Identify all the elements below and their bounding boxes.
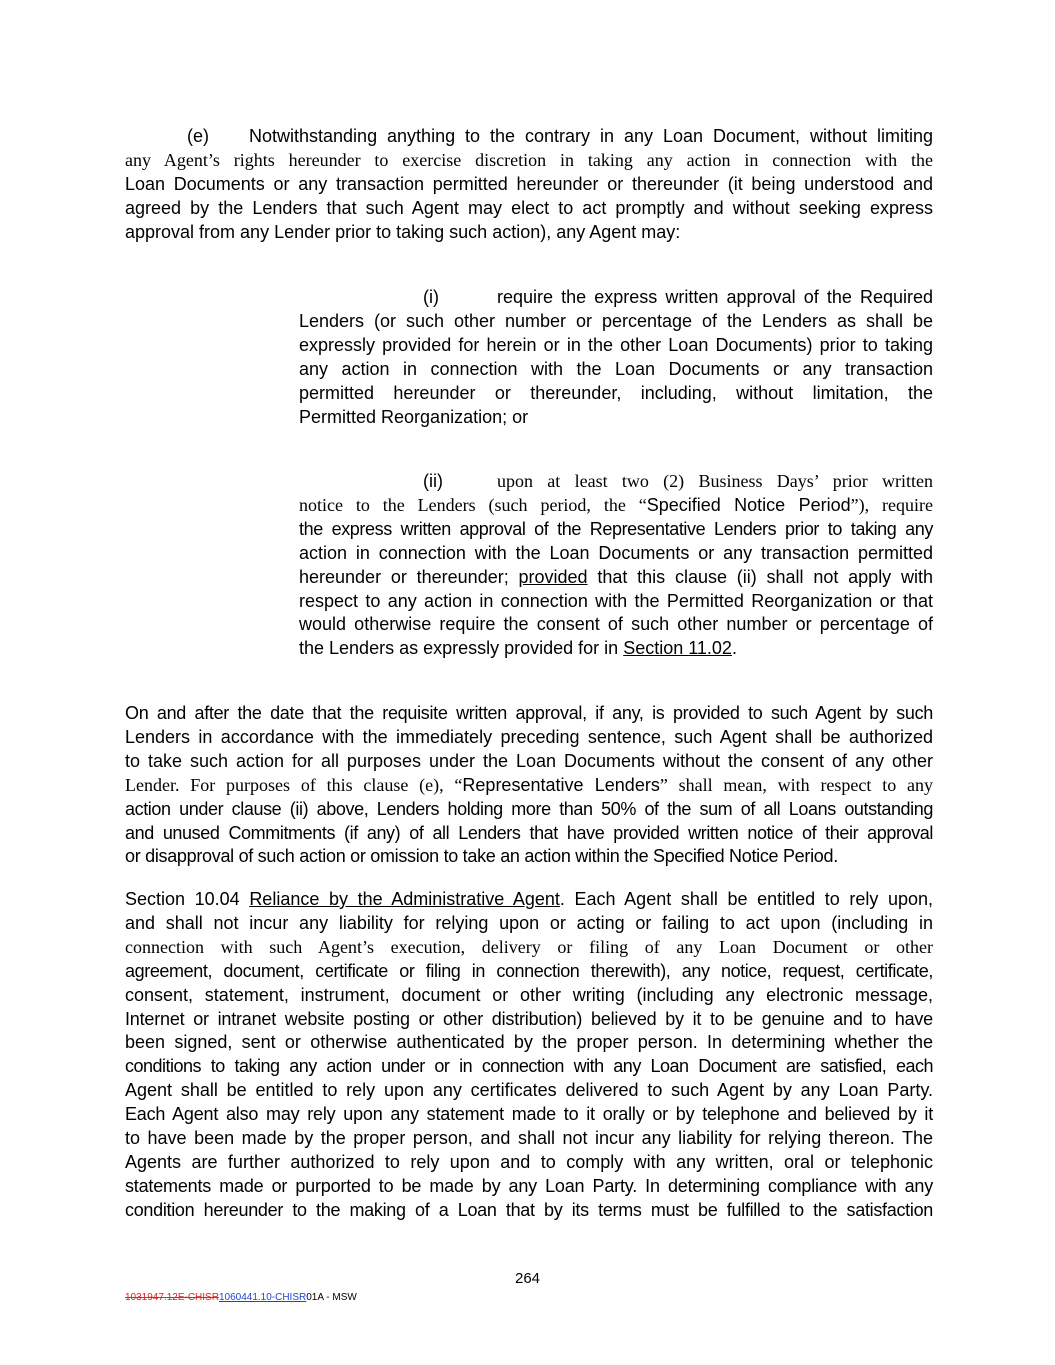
paragraph-line: (e) Notwithstanding anything to the contrary in any Loan Document, without limiting bbox=[125, 125, 933, 149]
paragraph-line: to take such action for all purposes under the Loan Documents without the consent of any other bbox=[125, 750, 933, 771]
paragraph-line: Internet or intranet website posting or other distribution) believed by it to be genuine and to have bbox=[125, 1008, 933, 1029]
clause-i bbox=[299, 286, 933, 429]
clause-line: any action in connection with the Loan Documents or any transaction bbox=[299, 358, 933, 379]
paragraph-line: statements made or purported to be made by any Loan Party. In determining compliance with any bbox=[125, 1175, 933, 1196]
clause-line: (ii) upon at least two (2) Business Days’ prior written bbox=[299, 470, 933, 494]
paragraph-approval bbox=[125, 702, 933, 869]
paragraph-e bbox=[125, 125, 933, 245]
defined-term: Specified Notice Period bbox=[646, 494, 851, 515]
defined-term: Representative Lenders bbox=[462, 774, 660, 795]
paragraph-line: action under clause (ii) above, Lenders holding more than 50% of the sum of all Loans outstanding bbox=[125, 798, 933, 819]
clause-line: permitted hereunder or thereunder, including, without limitation, the bbox=[299, 382, 933, 403]
clause-line: respect to any action in connection with the Permitted Reorganization or that bbox=[299, 590, 933, 611]
section-number: Section 10.04 bbox=[125, 889, 250, 909]
paragraph-label: (e) bbox=[187, 126, 209, 146]
paragraph-line: Lenders in accordance with the immediately preceding sentence, such Agent shall be authorized bbox=[125, 726, 933, 747]
paragraph-line: Lender. For purposes of this clause (e), “Representative Lenders” shall mean, with respect to any bbox=[125, 774, 933, 795]
paragraph-line: agreed by the Lenders that such Agent may elect to act promptly and without seeking express bbox=[125, 197, 933, 218]
clause-line: hereunder or thereunder; provided that this clause (ii) shall not apply with bbox=[299, 566, 933, 587]
deleted-doc-id: 1031947.12E-CHISR bbox=[125, 1292, 219, 1303]
paragraph-line: Agents are further authorized to rely upon and to comply with any written, oral or telephonic bbox=[125, 1151, 933, 1172]
paragraph-line: and unused Commitments (if any) of all Lenders that have provided written notice of their approval bbox=[125, 822, 933, 843]
paragraph-line: agreement, document, certificate or filing in connection therewith), any notice, request, certificate, bbox=[125, 960, 933, 981]
clause-ii bbox=[299, 470, 933, 661]
clause-line: the express written approval of the Representative Lenders prior to taking any bbox=[299, 518, 933, 539]
doc-id-suffix: 01A - MSW bbox=[306, 1292, 357, 1303]
clause-line: (i) require the express written approval of the Required bbox=[299, 286, 933, 310]
paragraph-line: consent, statement, instrument, document or other writing (including any electronic message, bbox=[125, 984, 933, 1005]
section-heading-line: Section 10.04 Reliance by the Administrative Agent. Each Agent shall be entitled to rely upon, bbox=[125, 889, 934, 909]
paragraph-line: and shall not incur any liability for relying upon or acting or failing to act upon (including in bbox=[125, 912, 933, 933]
clause-line: expressly provided for herein or in the other Loan Documents) prior to taking bbox=[299, 334, 933, 355]
inserted-doc-id: 1060441.10-CHISR bbox=[218, 1292, 307, 1303]
clause-label: (ii) bbox=[423, 471, 443, 491]
paragraph-line: been signed, sent or otherwise authenticated by the proper person. In determining whether the bbox=[125, 1032, 933, 1053]
clause-line: the Lenders as expressly provided for in Section 11.02. bbox=[299, 638, 737, 659]
paragraph-line: or disapproval of such action or omission to take an action within the Specified Notice Period. bbox=[125, 846, 838, 867]
section-reference-link[interactable]: Section 11.02 bbox=[623, 638, 732, 659]
provided-term: provided bbox=[518, 566, 588, 587]
clause-line: would otherwise require the consent of such other number or percentage of bbox=[299, 614, 933, 635]
paragraph-line: to have been made by the proper person, and shall not incur any liability for relying thereon. The bbox=[125, 1128, 933, 1149]
paragraph-line: approval from any Lender prior to taking such action), any Agent may: bbox=[125, 221, 681, 242]
clause-line: Lenders (or such other number or percentage of the Lenders as shall be bbox=[299, 310, 933, 331]
document-id bbox=[125, 1292, 357, 1303]
clause-label: (i) bbox=[423, 287, 439, 307]
paragraph-line: conditions to taking any action under or in connection with any Loan Document are satisfied, each bbox=[125, 1056, 933, 1077]
paragraph-line: connection with such Agent’s execution, delivery or filing of any Loan Document or other bbox=[125, 936, 933, 957]
paragraph-line: On and after the date that the requisite written approval, if any, is provided to such Agent by such bbox=[125, 703, 933, 723]
paragraph-line: Loan Documents or any transaction permitted hereunder or thereunder (it being understood and bbox=[125, 173, 933, 194]
paragraph-line: Agent shall be entitled to rely upon any certificates delivered to such Agent by any Loan Party. bbox=[125, 1080, 933, 1101]
section-heading: Reliance by the Administrative Agent bbox=[249, 889, 560, 909]
clause-line: action in connection with the Loan Documents or any transaction permitted bbox=[299, 542, 933, 563]
clause-line: Permitted Reorganization; or bbox=[299, 406, 529, 427]
paragraph-line: Each Agent also may rely upon any statement made to it orally or by telephone and believed by it bbox=[125, 1104, 933, 1125]
page-number: 264 bbox=[514, 1270, 541, 1287]
paragraph-line: condition hereunder to the making of a Loan that by its terms must be fulfilled to the satisfaction bbox=[125, 1199, 933, 1220]
section-10-04 bbox=[125, 888, 933, 1223]
clause-line: notice to the Lenders (such period, the “Specified Notice Period”), require bbox=[299, 494, 933, 515]
paragraph-line: any Agent’s rights hereunder to exercise discretion in taking any action in connection with the bbox=[125, 149, 933, 170]
